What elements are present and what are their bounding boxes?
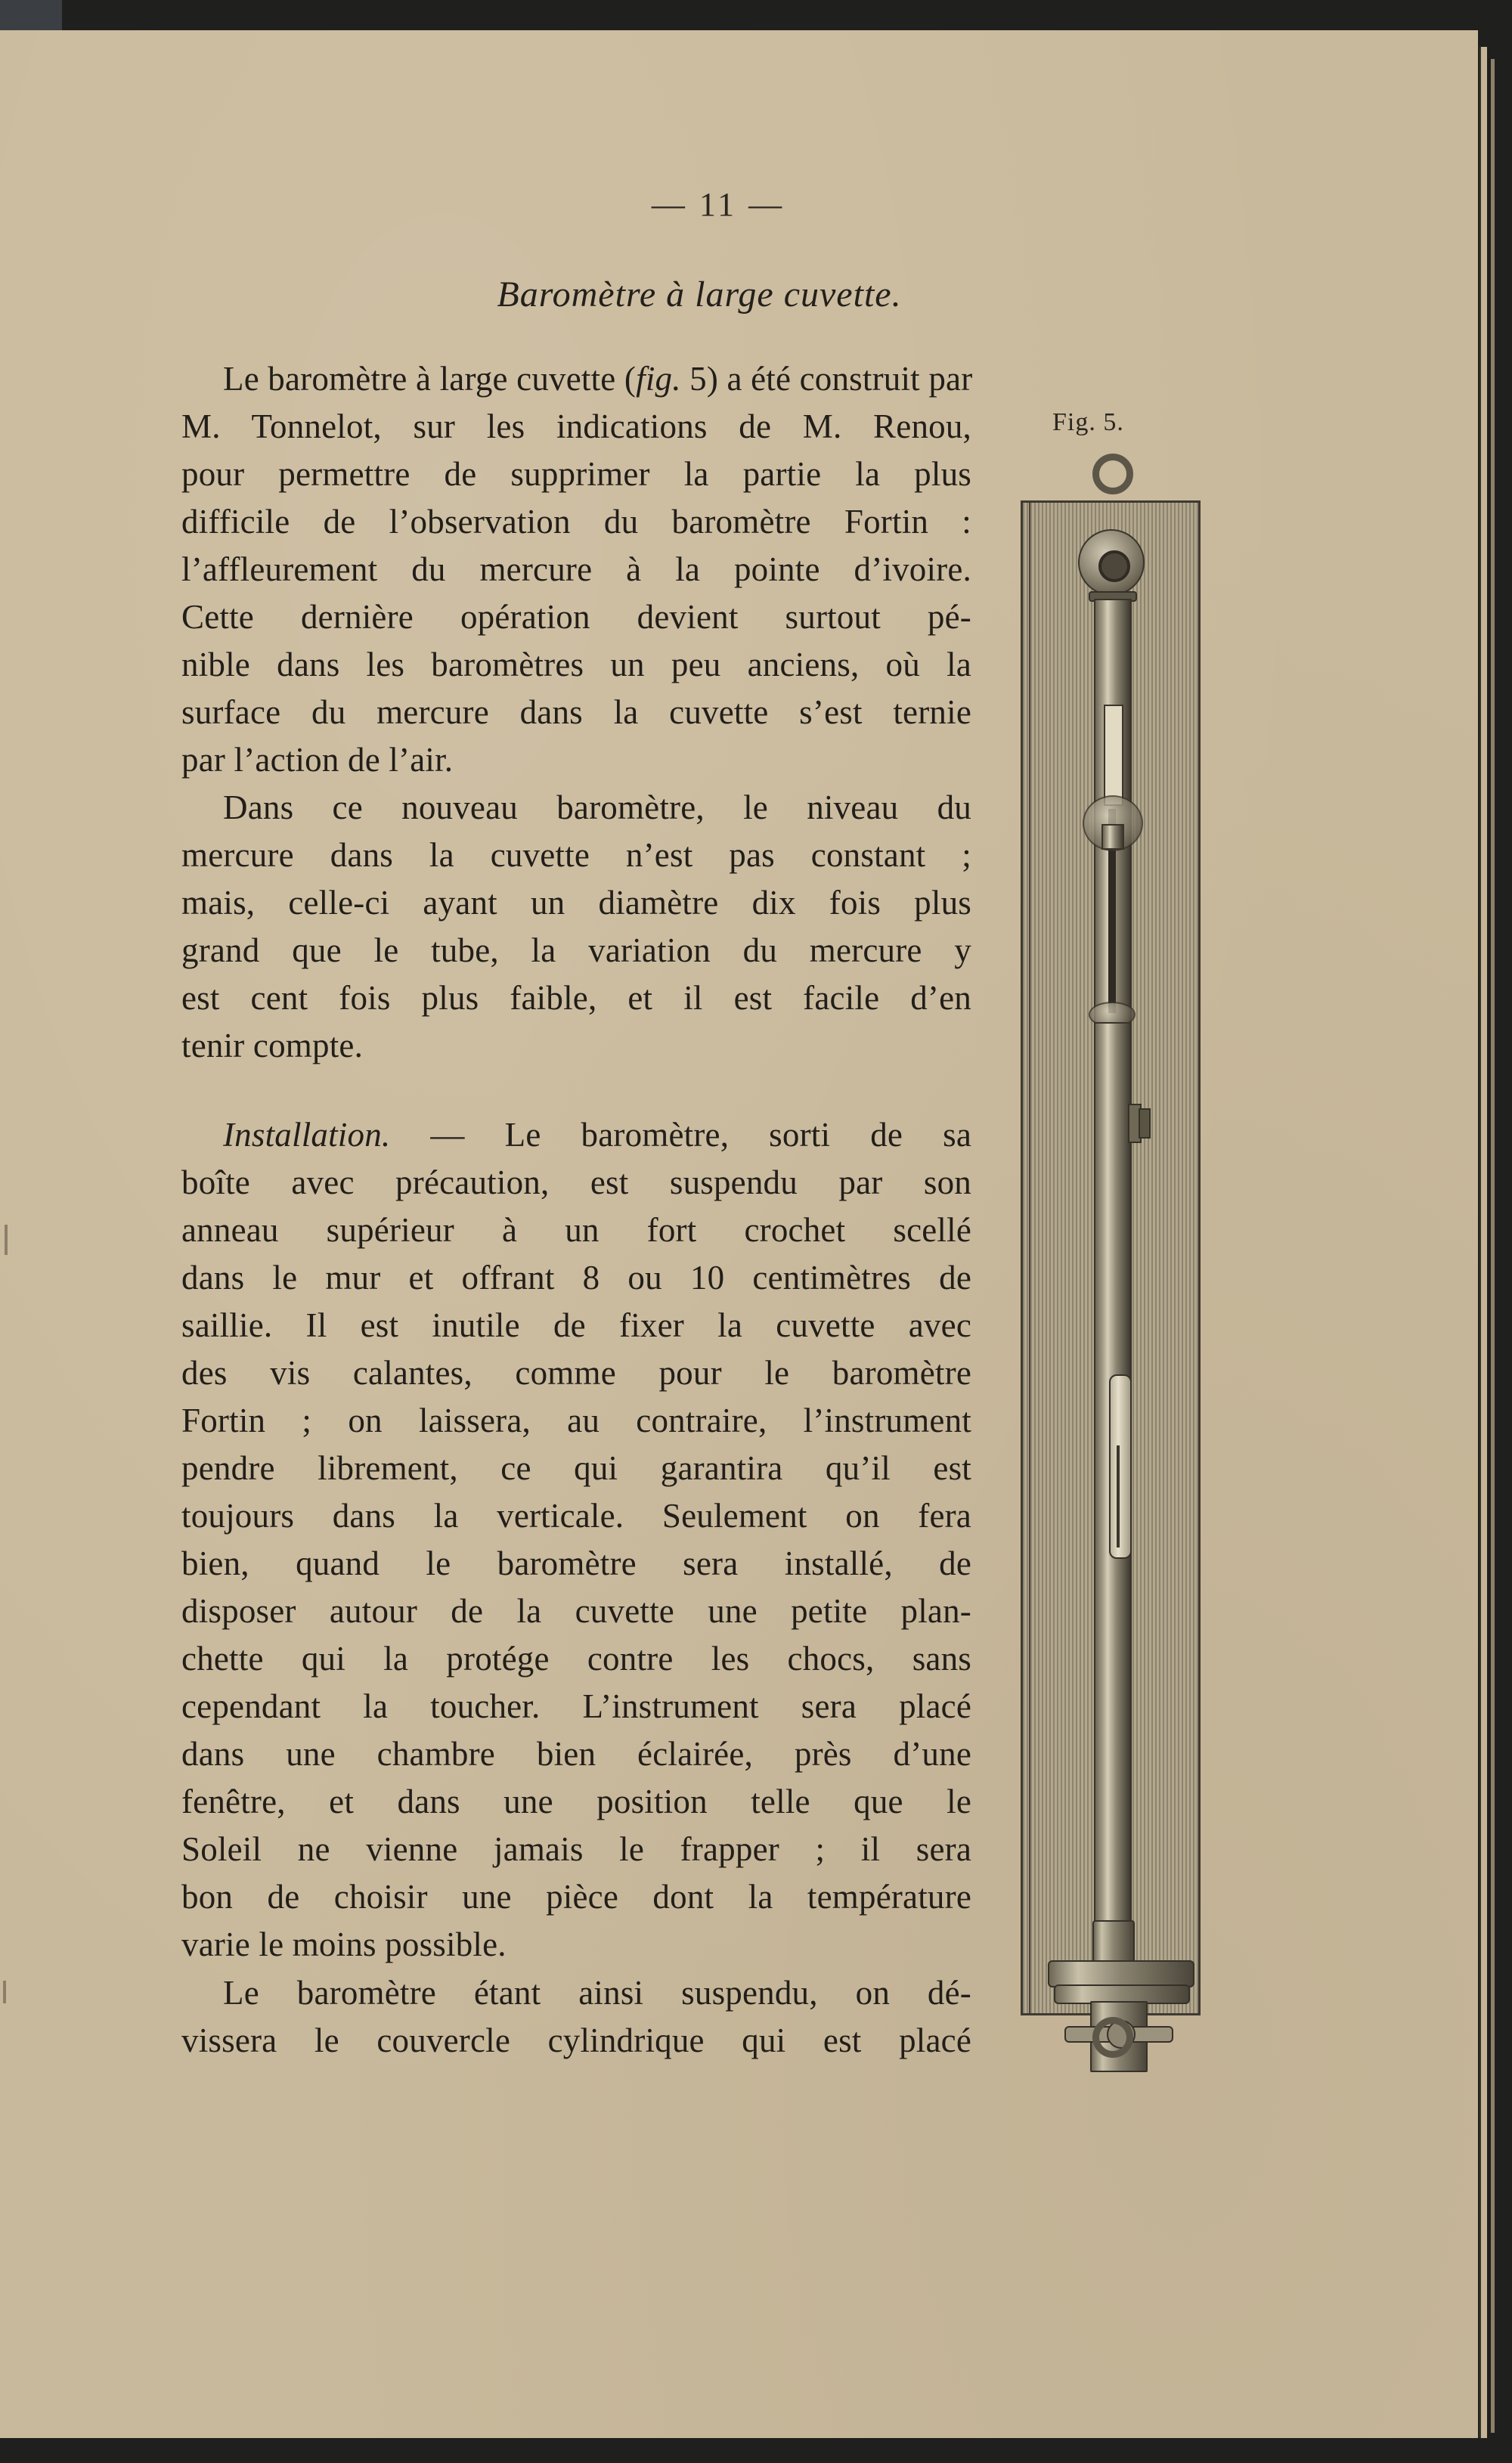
text-line: dans une chambre bien éclairée, près d’une xyxy=(181,1735,971,1773)
vernier-slider xyxy=(1101,824,1124,850)
section-title: Baromètre à large cuvette. xyxy=(497,274,902,314)
text-line: boîte avec précaution, est suspendu par son xyxy=(181,1163,971,1201)
page-edge-back xyxy=(1491,59,1495,2433)
page-number: — 11 — xyxy=(651,186,785,223)
thermometer-scale xyxy=(1117,1445,1120,1548)
paragraph-4 xyxy=(181,1969,971,2065)
text-line: bien, quand le baromètre sera installé, de xyxy=(181,1544,971,1582)
text-line: Dans ce nouveau baromètre, le niveau du xyxy=(223,788,971,826)
text-fragment: — Le baromètre, sorti de sa xyxy=(390,1116,971,1154)
text-line: tenir compte. xyxy=(181,1027,364,1064)
text-line: nible dans les baromètres un peu anciens, où la xyxy=(181,646,971,683)
text-line: Soleil ne vienne jamais le frapper ; il sera xyxy=(181,1830,971,1868)
paragraph-2 xyxy=(181,784,971,1070)
text-line: disposer autour de la cuvette une petite plan- xyxy=(181,1592,971,1630)
paragraph-1-body xyxy=(181,403,971,784)
text-fragment: 5) a été construit par xyxy=(680,360,973,398)
text-line: dans le mur et offrant 8 ou 10 centimètres de xyxy=(181,1259,971,1297)
paragraph-1 xyxy=(181,355,1255,403)
installation-heading: Installation. xyxy=(223,1116,391,1154)
top-suspension-ring-icon xyxy=(1092,454,1133,494)
text-line: vissera le couvercle cylindrique qui est placé xyxy=(181,2022,971,2059)
reading-window xyxy=(1104,705,1123,806)
text-line: Cette dernière opération devient surtout pé- xyxy=(181,598,971,636)
text-line: mais, celle-ci ayant un diamètre dix fois plus xyxy=(181,884,971,922)
text-line: est cent fois plus faible, et il est facile d’en xyxy=(181,979,971,1017)
text-line xyxy=(181,355,1255,403)
barometer-figure xyxy=(1013,446,1210,2064)
text-line: chette qui la protége contre les chocs, sans xyxy=(181,1640,971,1678)
text-line: Fortin ; on laissera, au contraire, l’instrument xyxy=(181,1402,971,1439)
margin-stain xyxy=(3,1981,6,2003)
text-line: grand que le tube, la variation du mercure y xyxy=(181,931,971,969)
page-edge xyxy=(1479,47,1487,2438)
cap-ring-icon xyxy=(1098,550,1130,582)
scan-border-strip xyxy=(0,0,62,30)
text-line: par l’action de l’air. xyxy=(181,741,454,779)
text-line: mercure dans la cuvette n’est pas constant ; xyxy=(181,836,971,874)
screw-head xyxy=(1139,1108,1151,1139)
text-line: varie le moins possible. xyxy=(181,1925,507,1963)
text-line: l’affleurement du mercure à la pointe d’ivoire. xyxy=(181,550,971,588)
text-line: M. Tonnelot, sur les indications de M. Renou, xyxy=(181,407,971,445)
text-line: des vis calantes, comme pour le baromètre xyxy=(181,1354,971,1392)
fig-reference: fig. xyxy=(636,360,681,398)
paragraph-installation xyxy=(181,1111,971,1969)
margin-stain xyxy=(5,1225,8,1255)
bottom-suspension-ring-icon xyxy=(1092,2017,1133,2058)
text-line: bon de choisir une pièce dont la température xyxy=(181,1878,971,1916)
text-fragment: Le baromètre à large cuvette ( xyxy=(223,360,637,398)
text-line: saillie. Il est inutile de fixer la cuvette avec xyxy=(181,1306,971,1344)
text-line: Le baromètre étant ainsi suspendu, on dé- xyxy=(223,1974,971,2012)
text-line: toujours dans la verticale. Seulement on fera xyxy=(181,1497,971,1535)
text-line: pendre librement, ce qui garantira qu’il est xyxy=(181,1449,971,1487)
text-line xyxy=(181,1111,971,1159)
text-line: surface du mercure dans la cuvette s’est ternie xyxy=(181,693,971,731)
text-line: fenêtre, et dans une position telle que le xyxy=(181,1783,971,1820)
text-line: anneau supérieur à un fort crochet scellé xyxy=(181,1211,971,1249)
thermometer-icon xyxy=(1109,1374,1132,1559)
figure-caption: Fig. 5. xyxy=(1052,408,1124,436)
text-line: difficile de l’observation du baromètre Fortin : xyxy=(181,503,971,541)
text-line: cependant la toucher. L’instrument sera placé xyxy=(181,1687,971,1725)
text-line: pour permettre de supprimer la partie la plus xyxy=(181,455,971,493)
cistern-flange-top xyxy=(1048,1960,1194,1987)
